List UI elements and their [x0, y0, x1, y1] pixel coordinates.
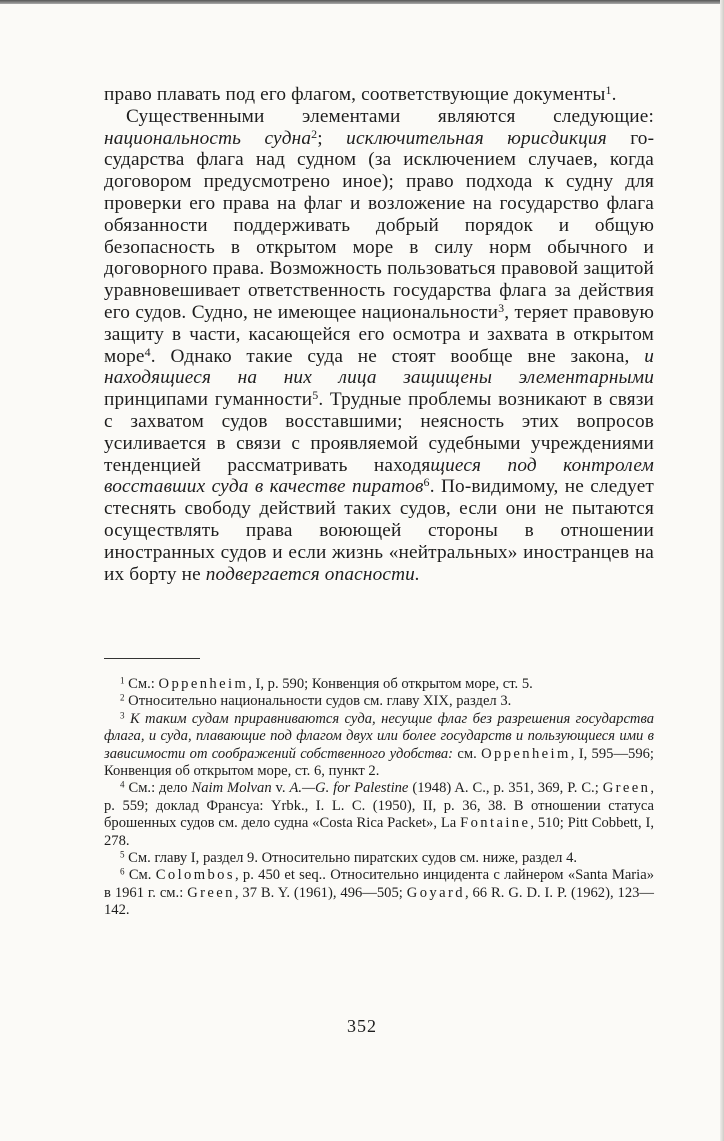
footnote-ref: 6	[120, 866, 125, 877]
text-run: К таким судам приравниваются суда, несущие флаг без разрешения государства флага, и суда, плавающие под флагом двух или более государств и пользующиеся ими в зависимости от соображений собственного удобства:	[104, 710, 654, 762]
main-text	[104, 84, 654, 585]
text-run: щиеся под контролем восставших суда в качестве пиратов	[104, 454, 654, 498]
text-run: См. главу I, раздел 9. Относительно пиратских судов см. ниже, раздел 4.	[124, 850, 578, 867]
text-run: , I, p. 590; Конвенция об открытом море, ст. 5.	[248, 676, 533, 692]
text-run: Naim Molvan	[191, 780, 272, 797]
text-run: ;	[317, 127, 347, 149]
text-run: исключительная юрисдикция	[346, 127, 607, 149]
footnotes	[104, 676, 654, 920]
footnote-ref: 2	[120, 692, 125, 703]
text-run: Green	[602, 780, 651, 797]
paragraph-1	[104, 84, 654, 106]
text-run: , I, 595—596; Конвенция об открытом море, ст. 6, пункт 2.	[104, 745, 654, 780]
footnote-1	[104, 676, 654, 693]
text-run: принципами гуманности	[104, 389, 313, 411]
page-number: 352	[347, 1016, 377, 1036]
text-run: См.:	[124, 676, 159, 692]
text-run: Fontaine	[460, 815, 531, 832]
text-run: государства флага над судном (за исключением случаев, когда договором предусмотрено иное); право подхода к судну для проверки его права на флаг и возложение на государство флага обязанности поддерживать добрый порядок и общую безопасность в открытом море в силу норм обычного и договорного права. Возможность пользоваться правовой защитой уравновешивает ответственность государства флага за действия его судов. Судно, не имеющее национальности	[104, 127, 654, 323]
footnote-ref: 1	[120, 675, 125, 686]
text-run: См.: дело	[124, 780, 192, 797]
text-run: , 37 B. Y. (1961), 496—505;	[234, 884, 407, 901]
footnote-4	[104, 780, 654, 850]
text-run: (1948) A. C., p. 351, 369, P. C.;	[408, 780, 603, 797]
text-run: , p. 450 et seq.. Относительно инцидента с лайнером «Santa Maria» в 1961 г. см.:	[104, 867, 654, 901]
footnote-3	[104, 711, 654, 781]
text-run: , p. 559; доклад Франсуа: Yrbk., I. L. C. (1950), II, p. 36, 38. В отношении статуса брошенных судов см. дело судна «Costa Rica Packet», La	[104, 780, 654, 832]
text-run: . Однако такие суда не стоят вообще вне закона,	[150, 345, 645, 367]
page-top-edge	[0, 0, 724, 4]
footnote-5	[104, 850, 654, 867]
text-run: .	[611, 84, 617, 105]
paragraph-2	[104, 106, 654, 586]
text-run: A.—G. for Palestine	[289, 780, 409, 797]
footnote-ref: 5	[312, 388, 319, 403]
text-run: Относительно национальности судов см. главу XIX, раздел 3.	[124, 693, 512, 710]
text-run: см.	[457, 745, 482, 762]
footnote-ref: 2	[311, 126, 318, 141]
footnote-2	[104, 693, 654, 710]
text-run: Green	[187, 884, 235, 901]
footnote-ref: 4	[120, 779, 125, 790]
footnote-ref: 4	[144, 344, 151, 359]
text-run: Goyard	[406, 884, 465, 901]
footnote-ref: 3	[120, 710, 125, 721]
text-run: . Трудные проблемы возникают в связи с захватом судов восставшими; неясность этих вопросов усиливается в связи с проявляемой судебными учреждениями тенденцией рассматривать находя	[104, 389, 654, 476]
text-run: право плавать под его флагом, соответствующие документы	[104, 84, 606, 105]
footnote-ref: 6	[423, 475, 430, 490]
text-run: Oppenheim	[158, 676, 249, 692]
footnote-ref: 3	[498, 301, 505, 315]
footnote-separator	[104, 658, 200, 659]
page-right-edge	[720, 0, 724, 1141]
text-run: , 66 R. G. D. I. P. (1962), 123—142.	[104, 884, 655, 919]
text-run: , теряет правовую защиту в части, касающейся его осмотра и захвата в открытом море	[104, 301, 655, 367]
text-run: и находящиеся на них лица защищены элементарными	[104, 345, 654, 389]
footnote-6	[104, 867, 654, 919]
footnote-ref: 5	[120, 849, 125, 860]
text-run: v.	[271, 780, 290, 797]
text-run: , 510; Pitt Cobbett, I, 278.	[104, 815, 654, 849]
text-run: Oppenheim	[481, 745, 571, 762]
text-run: См.	[124, 867, 156, 884]
text-run: национальность судна	[104, 127, 312, 149]
text-run: . По-видимому, не следует стеснять свободу действий таких судов, если они не пытаются осуществлять права воюющей стороны в отношении иностранных судов и если жизнь «нейтральных» иностранцев на их борту не	[104, 476, 654, 585]
text-run: Colombos	[155, 867, 235, 884]
footnote-ref: 1	[605, 83, 612, 98]
text-run: Существенными элементами являются следующие:	[126, 105, 654, 127]
text-run: подвергается опасности.	[205, 563, 420, 585]
